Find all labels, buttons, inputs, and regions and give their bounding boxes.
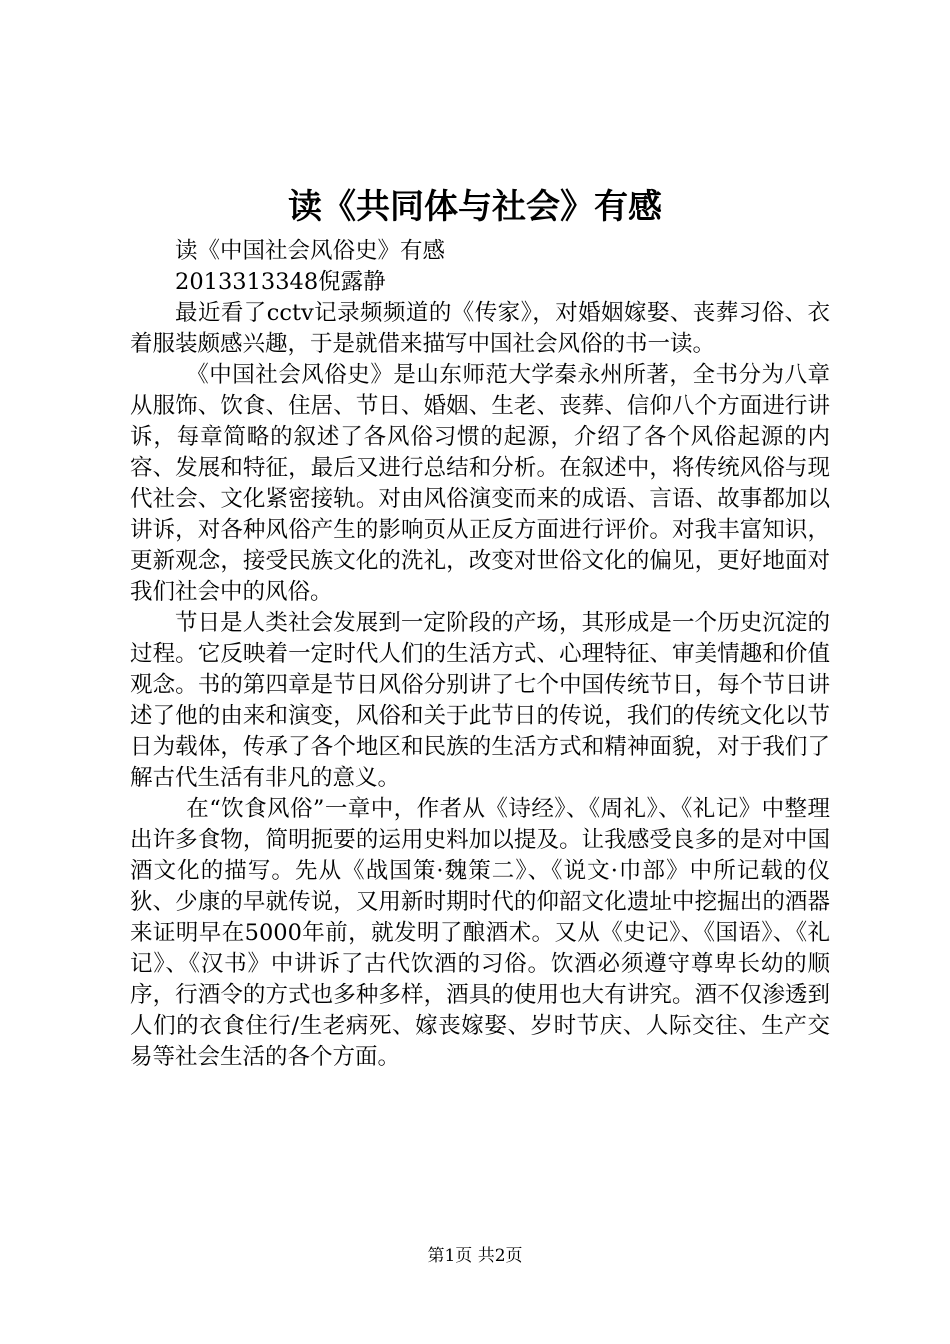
document-body <box>130 236 830 1073</box>
document-title: 读《共同体与社会》有感 <box>288 187 662 227</box>
paragraph: 在“饮食风俗”一章中，作者从《诗经》、《周礼》、《礼记》中整理出许多食物，简明扼要的运用史料加以提及。让我感受良多的是对中国酒文化的描写。先从《战国策·魏策二》、《说文·巾部》中所记载的仪狄、少康的早就传说，又用新时期时代的仰韶文化遗址中挖掘出的酒器来证明早在5000年前，就发明了酿酒术。又从《史记》、《国语》、《礼记》、《汉书》中讲诉了古代饮酒的习俗。饮酒必须遵守尊卑长幼的顺序，行酒令的方式也多种多样，酒具的使用也大有讲究。酒不仅渗透到人们的衣食住行/生老病死、嫁丧嫁娶、岁时节庆、人际交往、生产交易等社会生活的各个方面。 <box>130 796 830 1070</box>
paragraph: 最近看了cctv记录频频道的《传家》，对婚姻嫁娶、丧葬习俗、衣着服装颇感兴趣，于是就借来描写中国社会风俗的书一读。 <box>130 300 830 357</box>
subtitle-line: 读《中国社会风俗史》有感 <box>175 238 446 264</box>
page-footer: 第1页 共2页 <box>427 1246 523 1266</box>
author-line: 2013313348倪露静 <box>175 269 386 295</box>
paragraph: 节日是人类社会发展到一定阶段的产场，其形成是一个历史沉淀的过程。它反映着一定时代人们的生活方式、心理特征、审美情趣和价值观念。书的第四章是节日风俗分别讲了七个中国传统节日，每个节日讲述了他的由来和演变，风俗和关于此节日的传说，我们的传统文化以节日为载体，传承了各个地区和民族的生活方式和精神面貌，对于我们了解古代生活有非凡的意义。 <box>130 610 830 791</box>
paragraph: 《中国社会风俗史》是山东师范大学秦永州所著，全书分为八章从服饰、饮食、住居、节日、婚姻、生老、丧葬、信仰八个方面进行讲诉，每章简略的叙述了各风俗习惯的起源，介绍了各个风俗起源的内容、发展和特征，最后又进行总结和分析。在叙述中，将传统风俗与现代社会、文化紧密接轨。对由风俗演变而来的成语、言语、故事都加以讲诉，对各种风俗产生的影响页从正反方面进行评价。对我丰富知识，更新观念，接受民族文化的洗礼，改变对世俗文化的偏见，更好地面对我们社会中的风俗。 <box>130 362 830 605</box>
